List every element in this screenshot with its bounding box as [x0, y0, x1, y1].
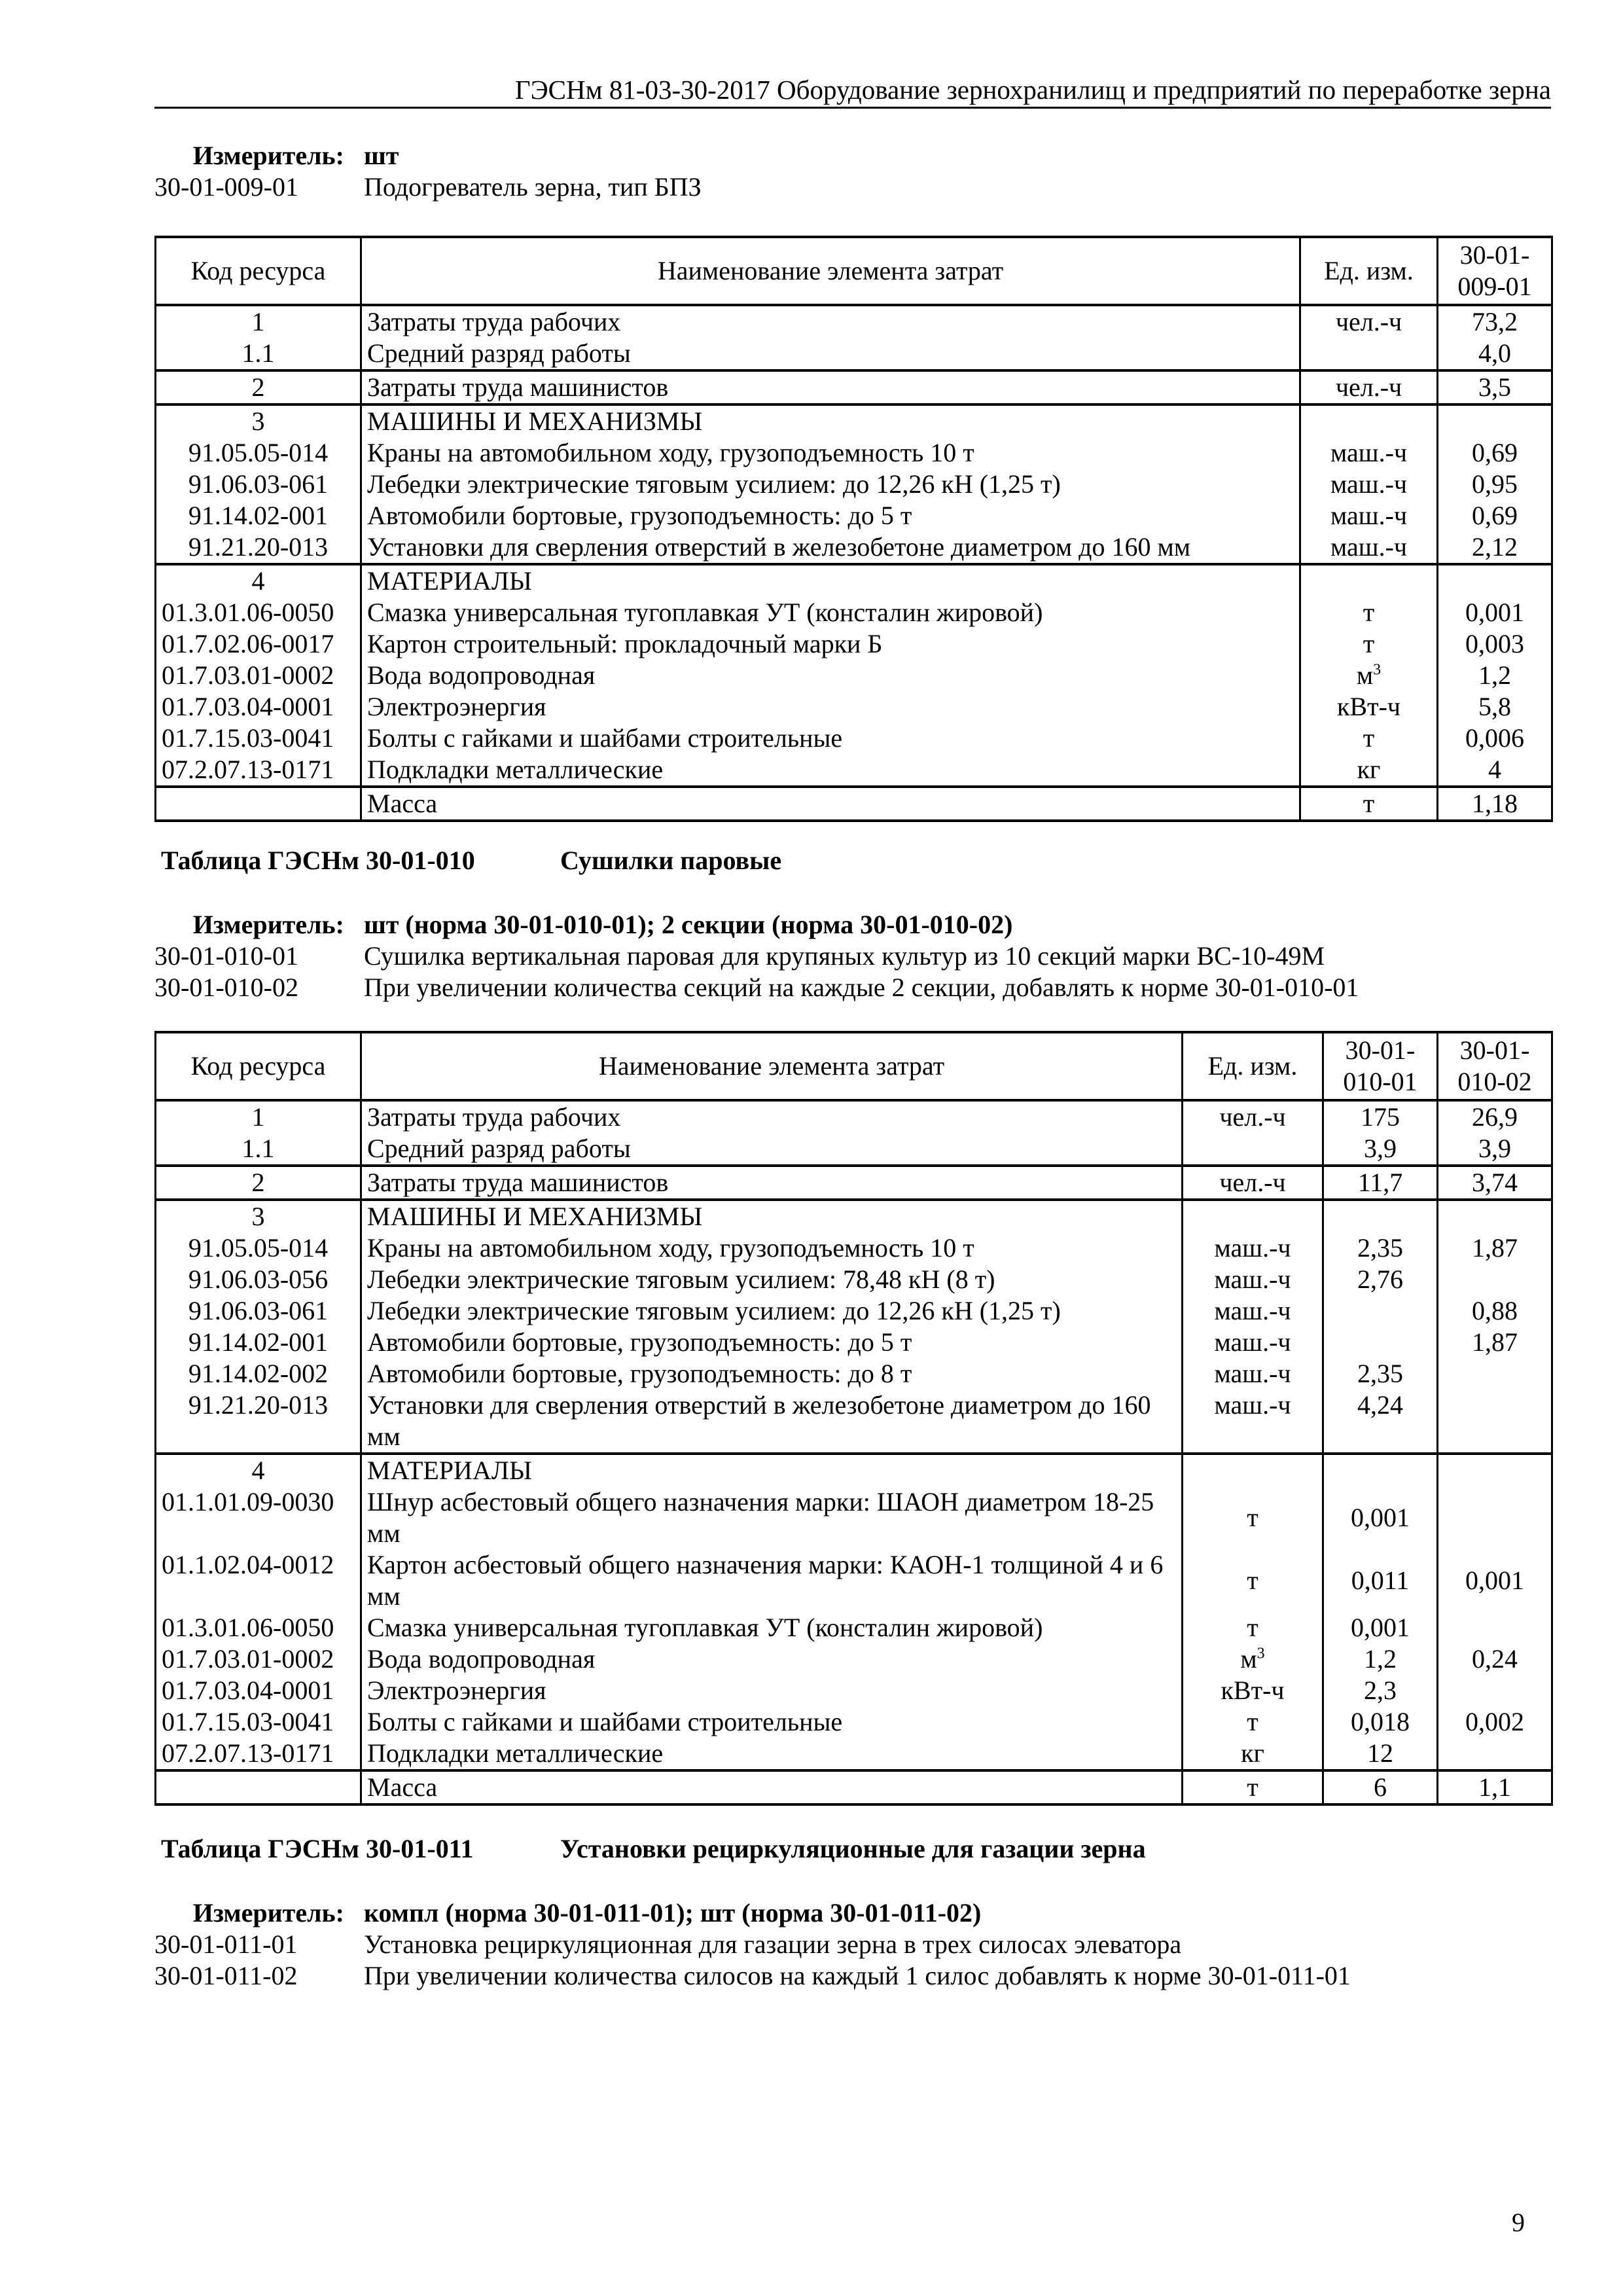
norm-value	[1438, 1612, 1552, 1643]
resource-unit	[1183, 1390, 1323, 1454]
resource-code: 91.05.05-014	[156, 437, 361, 469]
unit-text: маш.-ч	[1214, 1265, 1291, 1294]
resource-name: Затраты труда машинистов	[361, 370, 1300, 404]
unit-text: т	[1247, 1707, 1258, 1736]
norm-value: 4	[1438, 754, 1552, 787]
norm-value: 0,69	[1438, 500, 1552, 531]
resource-name: Затраты труда рабочих	[361, 1100, 1183, 1133]
unit-text: чел.-ч	[1335, 372, 1402, 402]
table-row	[156, 338, 1552, 370]
resource-code: 1	[156, 305, 361, 338]
unit-text: маш.-ч	[1214, 1359, 1291, 1388]
resource-code: 91.06.03-061	[156, 469, 361, 500]
table-title-30-01-011	[161, 1833, 1146, 1865]
resource-unit	[1183, 1232, 1323, 1264]
resource-name: МАТЕРИАЛЫ	[361, 564, 1300, 597]
resource-code: 01.1.02.04-0012	[156, 1549, 361, 1612]
resource-name: Вода водопроводная	[361, 660, 1300, 691]
resource-code: 1.1	[156, 338, 361, 370]
table-row	[156, 1232, 1552, 1264]
resource-name: Краны на автомобильном ходу, грузоподъемность 10 т	[361, 1232, 1183, 1264]
resource-code: 1	[156, 1100, 361, 1133]
table-title: Сушилки паровые	[560, 846, 782, 875]
unit-text: маш.-ч	[1330, 438, 1408, 467]
norm-line	[154, 972, 1359, 1003]
norm-text: Установка рециркуляционная для газации зерна в трех силосах элеватора	[364, 1929, 1182, 1959]
norm-line	[154, 1960, 1351, 1992]
table-row	[156, 723, 1552, 754]
resource-code: 91.21.20-013	[156, 1390, 361, 1454]
norm-value	[1323, 1327, 1438, 1358]
resource-code: 91.14.02-001	[156, 500, 361, 531]
resource-name: Средний разряд работы	[361, 1133, 1183, 1166]
resource-code: 07.2.07.13-0171	[156, 754, 361, 787]
norm-value: 2,76	[1323, 1264, 1438, 1295]
norm-value: 0,001	[1438, 597, 1552, 628]
unit-text: кг	[1241, 1738, 1264, 1768]
norm-value: 0,011	[1323, 1549, 1438, 1612]
resource-unit	[1300, 437, 1438, 469]
table-row	[156, 754, 1552, 787]
norm-text: Сушилка вертикальная паровая для крупяных культур из 10 секций марки ВС-10-49М	[364, 941, 1325, 971]
resource-unit	[1183, 1327, 1323, 1358]
resource-unit	[1183, 1706, 1323, 1738]
resource-code: 91.14.02-002	[156, 1358, 361, 1390]
header-norm-value: 30-01-010-02	[1438, 1032, 1552, 1100]
table-row	[156, 1738, 1552, 1770]
table-code: Таблица ГЭСНм 30-01-011	[161, 1834, 474, 1863]
resource-name: Масса	[361, 1770, 1183, 1804]
unit-text: м	[1356, 660, 1374, 690]
table-section-row	[156, 404, 1552, 437]
norm-value: 0,003	[1438, 628, 1552, 660]
meter-value: шт	[364, 141, 399, 170]
resource-name: Шнур асбестовый общего назначения марки: ШАОН диаметром 18-25 мм	[361, 1486, 1183, 1549]
resource-unit	[1300, 787, 1438, 821]
table-row	[156, 1133, 1552, 1166]
resource-code: 01.7.03.01-0002	[156, 660, 361, 691]
unit-text: чел.-ч	[1219, 1168, 1286, 1197]
resource-name: Картон асбестовый общего назначения марки: КАОН-1 толщиной 4 и 6 мм	[361, 1549, 1183, 1612]
resource-table-30-01-009	[154, 236, 1553, 822]
norm-value: 1,2	[1323, 1643, 1438, 1675]
norm-value: 3,74	[1438, 1166, 1552, 1200]
unit-text: маш.-ч	[1330, 469, 1408, 499]
table-row	[156, 437, 1552, 469]
norm-value	[1323, 1200, 1438, 1232]
table-row	[156, 1390, 1552, 1454]
resource-code: 2	[156, 1166, 361, 1200]
table-mass-row	[156, 1770, 1552, 1804]
norm-value: 0,001	[1323, 1612, 1438, 1643]
resource-name: Болты с гайками и шайбами строительные	[361, 1706, 1183, 1738]
norm-line	[154, 171, 702, 203]
norm-value	[1438, 1486, 1552, 1549]
resource-unit	[1300, 564, 1438, 597]
header-norm-value: 30-01-009-01	[1438, 237, 1552, 305]
meter-label: Измеритель:	[192, 1898, 344, 1928]
resource-unit	[1300, 597, 1438, 628]
table-section-row	[156, 1200, 1552, 1232]
resource-code: 91.05.05-014	[156, 1232, 361, 1264]
norm-value: 0,006	[1438, 723, 1552, 754]
resource-code	[156, 1770, 361, 1804]
norm-value: 1,2	[1438, 660, 1552, 691]
resource-name: Лебедки электрические тяговым усилием: до 12,26 кН (1,25 т)	[361, 1295, 1183, 1327]
norm-value	[1438, 1738, 1552, 1770]
norm-code: 30-01-011-01	[154, 1929, 298, 1959]
norm-value: 4,0	[1438, 338, 1552, 370]
meter-line-009	[154, 140, 399, 171]
norm-value	[1438, 404, 1552, 437]
resource-code: 01.7.02.06-0017	[156, 628, 361, 660]
table-row	[156, 1327, 1552, 1358]
resource-code: 4	[156, 564, 361, 597]
unit-text: кВт-ч	[1221, 1676, 1285, 1705]
table-row	[156, 1264, 1552, 1295]
norm-value: 0,24	[1438, 1643, 1552, 1675]
norm-value: 5,8	[1438, 691, 1552, 723]
table-code: Таблица ГЭСНм 30-01-010	[161, 846, 475, 875]
resource-unit	[1300, 305, 1438, 338]
header-unit: Ед. изм.	[1300, 237, 1438, 305]
resource-unit	[1300, 531, 1438, 564]
resource-code: 01.7.03.04-0001	[156, 1675, 361, 1706]
resource-name: Средний разряд работы	[361, 338, 1300, 370]
resource-name: Масса	[361, 787, 1300, 821]
resource-unit	[1300, 370, 1438, 404]
norm-value: 2,12	[1438, 531, 1552, 564]
norm-value	[1438, 1675, 1552, 1706]
norm-value: 12	[1323, 1738, 1438, 1770]
resource-unit	[1183, 1643, 1323, 1675]
norm-value: 4,24	[1323, 1390, 1438, 1454]
unit-text: маш.-ч	[1214, 1390, 1291, 1420]
table-row	[156, 691, 1552, 723]
table-row	[156, 628, 1552, 660]
resource-name: Смазка универсальная тугоплавкая УТ (консталин жировой)	[361, 1612, 1183, 1643]
resource-unit	[1183, 1358, 1323, 1390]
resource-unit	[1300, 754, 1438, 787]
header-name: Наименование элемента затрат	[361, 237, 1300, 305]
norm-value: 11,7	[1323, 1166, 1438, 1200]
resource-unit	[1183, 1454, 1323, 1486]
unit-text: т	[1363, 789, 1375, 818]
resource-name: Автомобили бортовые, грузоподъемность: до 5 т	[361, 500, 1300, 531]
table-row	[156, 1706, 1552, 1738]
resource-unit	[1183, 1200, 1323, 1232]
norm-value: 3,9	[1323, 1133, 1438, 1166]
table-row	[156, 1612, 1552, 1643]
table-row	[156, 1295, 1552, 1327]
resource-name: МАТЕРИАЛЫ	[361, 1454, 1183, 1486]
norm-value	[1438, 564, 1552, 597]
table-mass-row	[156, 787, 1552, 821]
resource-code: 01.7.03.01-0002	[156, 1643, 361, 1675]
resource-name: МАШИНЫ И МЕХАНИЗМЫ	[361, 404, 1300, 437]
norm-value	[1438, 1264, 1552, 1295]
resource-code	[156, 787, 361, 821]
resource-unit	[1300, 723, 1438, 754]
resource-code: 01.3.01.06-0050	[156, 1612, 361, 1643]
norm-value: 2,3	[1323, 1675, 1438, 1706]
resource-name: Болты с гайками и шайбами строительные	[361, 723, 1300, 754]
resource-code: 91.14.02-001	[156, 1327, 361, 1358]
resource-name: Краны на автомобильном ходу, грузоподъемность 10 т	[361, 437, 1300, 469]
unit-text: т	[1247, 1566, 1258, 1595]
table-title: Установки рециркуляционные для газации зерна	[560, 1834, 1146, 1863]
norm-value: 1,18	[1438, 787, 1552, 821]
resource-unit	[1183, 1166, 1323, 1200]
resource-name: Лебедки электрические тяговым усилием: 78,48 кН (8 т)	[361, 1264, 1183, 1295]
table-row	[156, 1358, 1552, 1390]
resource-code: 3	[156, 404, 361, 437]
resource-code: 91.21.20-013	[156, 531, 361, 564]
norm-code: 30-01-011-02	[154, 1961, 298, 1990]
norm-value: 0,018	[1323, 1706, 1438, 1738]
resource-unit	[1300, 660, 1438, 691]
meter-label: Измеритель:	[192, 141, 344, 170]
resource-table-30-01-010	[154, 1031, 1553, 1806]
table-row	[156, 1643, 1552, 1675]
unit-text: кВт-ч	[1336, 692, 1401, 721]
table-row	[156, 469, 1552, 500]
header-code: Код ресурса	[156, 1032, 361, 1100]
resource-unit	[1183, 1738, 1323, 1770]
table-row	[156, 1549, 1552, 1612]
header-name: Наименование элемента затрат	[361, 1032, 1183, 1100]
resource-unit	[1183, 1612, 1323, 1643]
resource-code: 2	[156, 370, 361, 404]
resource-name: Вода водопроводная	[361, 1643, 1183, 1675]
unit-text: т	[1363, 629, 1375, 658]
resource-unit	[1183, 1133, 1323, 1166]
resource-name: Автомобили бортовые, грузоподъемность: до 5 т	[361, 1327, 1183, 1358]
table-row	[156, 1675, 1552, 1706]
table-row	[156, 305, 1552, 338]
page-number: 9	[1512, 2208, 1525, 2237]
norm-value: 1,1	[1438, 1770, 1552, 1804]
unit-text: т	[1247, 1772, 1258, 1802]
resource-name: Затраты труда машинистов	[361, 1166, 1183, 1200]
resource-name: Электроэнергия	[361, 1675, 1183, 1706]
resource-name: Установки для сверления отверстий в железобетоне диаметром до 160 мм	[361, 531, 1300, 564]
norm-value: 73,2	[1438, 305, 1552, 338]
resource-code: 01.3.01.06-0050	[156, 597, 361, 628]
norm-value	[1438, 1200, 1552, 1232]
meter-label: Измеритель:	[192, 910, 344, 939]
norm-value: 3,9	[1438, 1133, 1552, 1166]
resource-unit	[1183, 1675, 1323, 1706]
resource-unit	[1300, 404, 1438, 437]
resource-code: 1.1	[156, 1133, 361, 1166]
norm-value: 2,35	[1323, 1232, 1438, 1264]
norm-value: 6	[1323, 1770, 1438, 1804]
resource-code: 01.7.03.04-0001	[156, 691, 361, 723]
norm-value	[1323, 1454, 1438, 1486]
norm-value	[1438, 1358, 1552, 1390]
meter-line-011	[154, 1897, 981, 1929]
resource-code: 3	[156, 1200, 361, 1232]
unit-text: чел.-ч	[1335, 307, 1402, 336]
resource-name: Подкладки металлические	[361, 1738, 1183, 1770]
unit-text: т	[1247, 1503, 1258, 1532]
norm-value: 1,87	[1438, 1232, 1552, 1264]
unit-text: т	[1247, 1613, 1258, 1642]
norm-value	[1438, 1390, 1552, 1454]
unit-superscript: 3	[1257, 1645, 1265, 1662]
resource-name: Подкладки металлические	[361, 754, 1300, 787]
resource-code: 01.1.01.09-0030	[156, 1486, 361, 1549]
table-row	[156, 1486, 1552, 1549]
resource-code: 91.06.03-061	[156, 1295, 361, 1327]
table-header-row	[156, 237, 1552, 305]
norm-value: 3,5	[1438, 370, 1552, 404]
table-row	[156, 597, 1552, 628]
resource-name: Смазка универсальная тугоплавкая УТ (консталин жировой)	[361, 597, 1300, 628]
resource-unit	[1183, 1100, 1323, 1133]
resource-code: 01.7.15.03-0041	[156, 1706, 361, 1738]
resource-unit	[1300, 628, 1438, 660]
norm-value: 0,001	[1323, 1486, 1438, 1549]
resource-unit	[1300, 469, 1438, 500]
resource-name: Автомобили бортовые, грузоподъемность: до 8 т	[361, 1358, 1183, 1390]
resource-code: 01.7.15.03-0041	[156, 723, 361, 754]
norm-code: 30-01-010-02	[154, 973, 298, 1002]
norm-line	[154, 1929, 1181, 1960]
resource-name: Затраты труда рабочих	[361, 305, 1300, 338]
norm-code: 30-01-009-01	[154, 172, 298, 202]
norm-value: 0,88	[1438, 1295, 1552, 1327]
unit-text: м	[1240, 1644, 1257, 1674]
resource-code: 07.2.07.13-0171	[156, 1738, 361, 1770]
norm-value: 0,95	[1438, 469, 1552, 500]
unit-text: маш.-ч	[1214, 1233, 1291, 1263]
resource-code: 4	[156, 1454, 361, 1486]
norm-value	[1323, 1295, 1438, 1327]
resource-unit	[1300, 691, 1438, 723]
table-row	[156, 660, 1552, 691]
resource-unit	[1183, 1549, 1323, 1612]
table-row	[156, 370, 1552, 404]
norm-value: 1,87	[1438, 1327, 1552, 1358]
resource-name: Электроэнергия	[361, 691, 1300, 723]
norm-text: При увеличении количества силосов на каждый 1 силос добавлять к норме 30-01-011-01	[364, 1961, 1351, 1990]
header-norm-value: 30-01-010-01	[1323, 1032, 1438, 1100]
resource-unit	[1183, 1264, 1323, 1295]
resource-code: 91.06.03-056	[156, 1264, 361, 1295]
header-code: Код ресурса	[156, 237, 361, 305]
unit-text: т	[1363, 723, 1375, 753]
unit-text: маш.-ч	[1330, 501, 1408, 530]
norm-value: 0,002	[1438, 1706, 1552, 1738]
norm-text: Подогреватель зерна, тип БПЗ	[364, 172, 702, 202]
resource-unit	[1183, 1770, 1323, 1804]
meter-value: шт (норма 30-01-010-01); 2 секции (норма 30-01-010-02)	[364, 910, 1013, 939]
running-header: ГЭСНм 81-03-30-2017 Оборудование зернохранилищ и предприятий по переработке зерна	[514, 75, 1551, 105]
table-section-row	[156, 564, 1552, 597]
table-header-row	[156, 1032, 1552, 1100]
resource-unit	[1300, 500, 1438, 531]
table-section-row	[156, 1454, 1552, 1486]
unit-text: маш.-ч	[1214, 1327, 1291, 1357]
unit-text: т	[1363, 598, 1375, 627]
unit-text: чел.-ч	[1219, 1102, 1286, 1132]
table-row	[156, 500, 1552, 531]
resource-name: Установки для сверления отверстий в железобетоне диаметром до 160 мм	[361, 1390, 1183, 1454]
resource-name: Картон строительный: прокладочный марки Б	[361, 628, 1300, 660]
table-row	[156, 1166, 1552, 1200]
norm-code: 30-01-010-01	[154, 941, 298, 971]
norm-value: 0,69	[1438, 437, 1552, 469]
unit-text: кг	[1357, 755, 1381, 784]
norm-value: 26,9	[1438, 1100, 1552, 1133]
resource-unit	[1300, 338, 1438, 370]
norm-text: При увеличении количества секций на каждые 2 секции, добавлять к норме 30-01-010-01	[364, 973, 1359, 1002]
norm-value: 2,35	[1323, 1358, 1438, 1390]
header-unit: Ед. изм.	[1183, 1032, 1323, 1100]
header-rule	[154, 107, 1551, 109]
norm-value: 175	[1323, 1100, 1438, 1133]
table-row	[156, 531, 1552, 564]
resource-name: МАШИНЫ И МЕХАНИЗМЫ	[361, 1200, 1183, 1232]
meter-value: компл (норма 30-01-011-01); шт (норма 30-01-011-02)	[364, 1898, 982, 1928]
table-row	[156, 1100, 1552, 1133]
unit-text: маш.-ч	[1330, 532, 1408, 562]
resource-unit	[1183, 1486, 1323, 1549]
unit-text: маш.-ч	[1214, 1296, 1291, 1325]
norm-value: 0,001	[1438, 1549, 1552, 1612]
table-title-30-01-010	[161, 845, 781, 876]
resource-unit	[1183, 1295, 1323, 1327]
norm-value	[1438, 1454, 1552, 1486]
meter-line-010	[154, 909, 1012, 941]
resource-name: Лебедки электрические тяговым усилием: до 12,26 кН (1,25 т)	[361, 469, 1300, 500]
unit-superscript: 3	[1373, 661, 1382, 679]
norm-line	[154, 941, 1325, 972]
